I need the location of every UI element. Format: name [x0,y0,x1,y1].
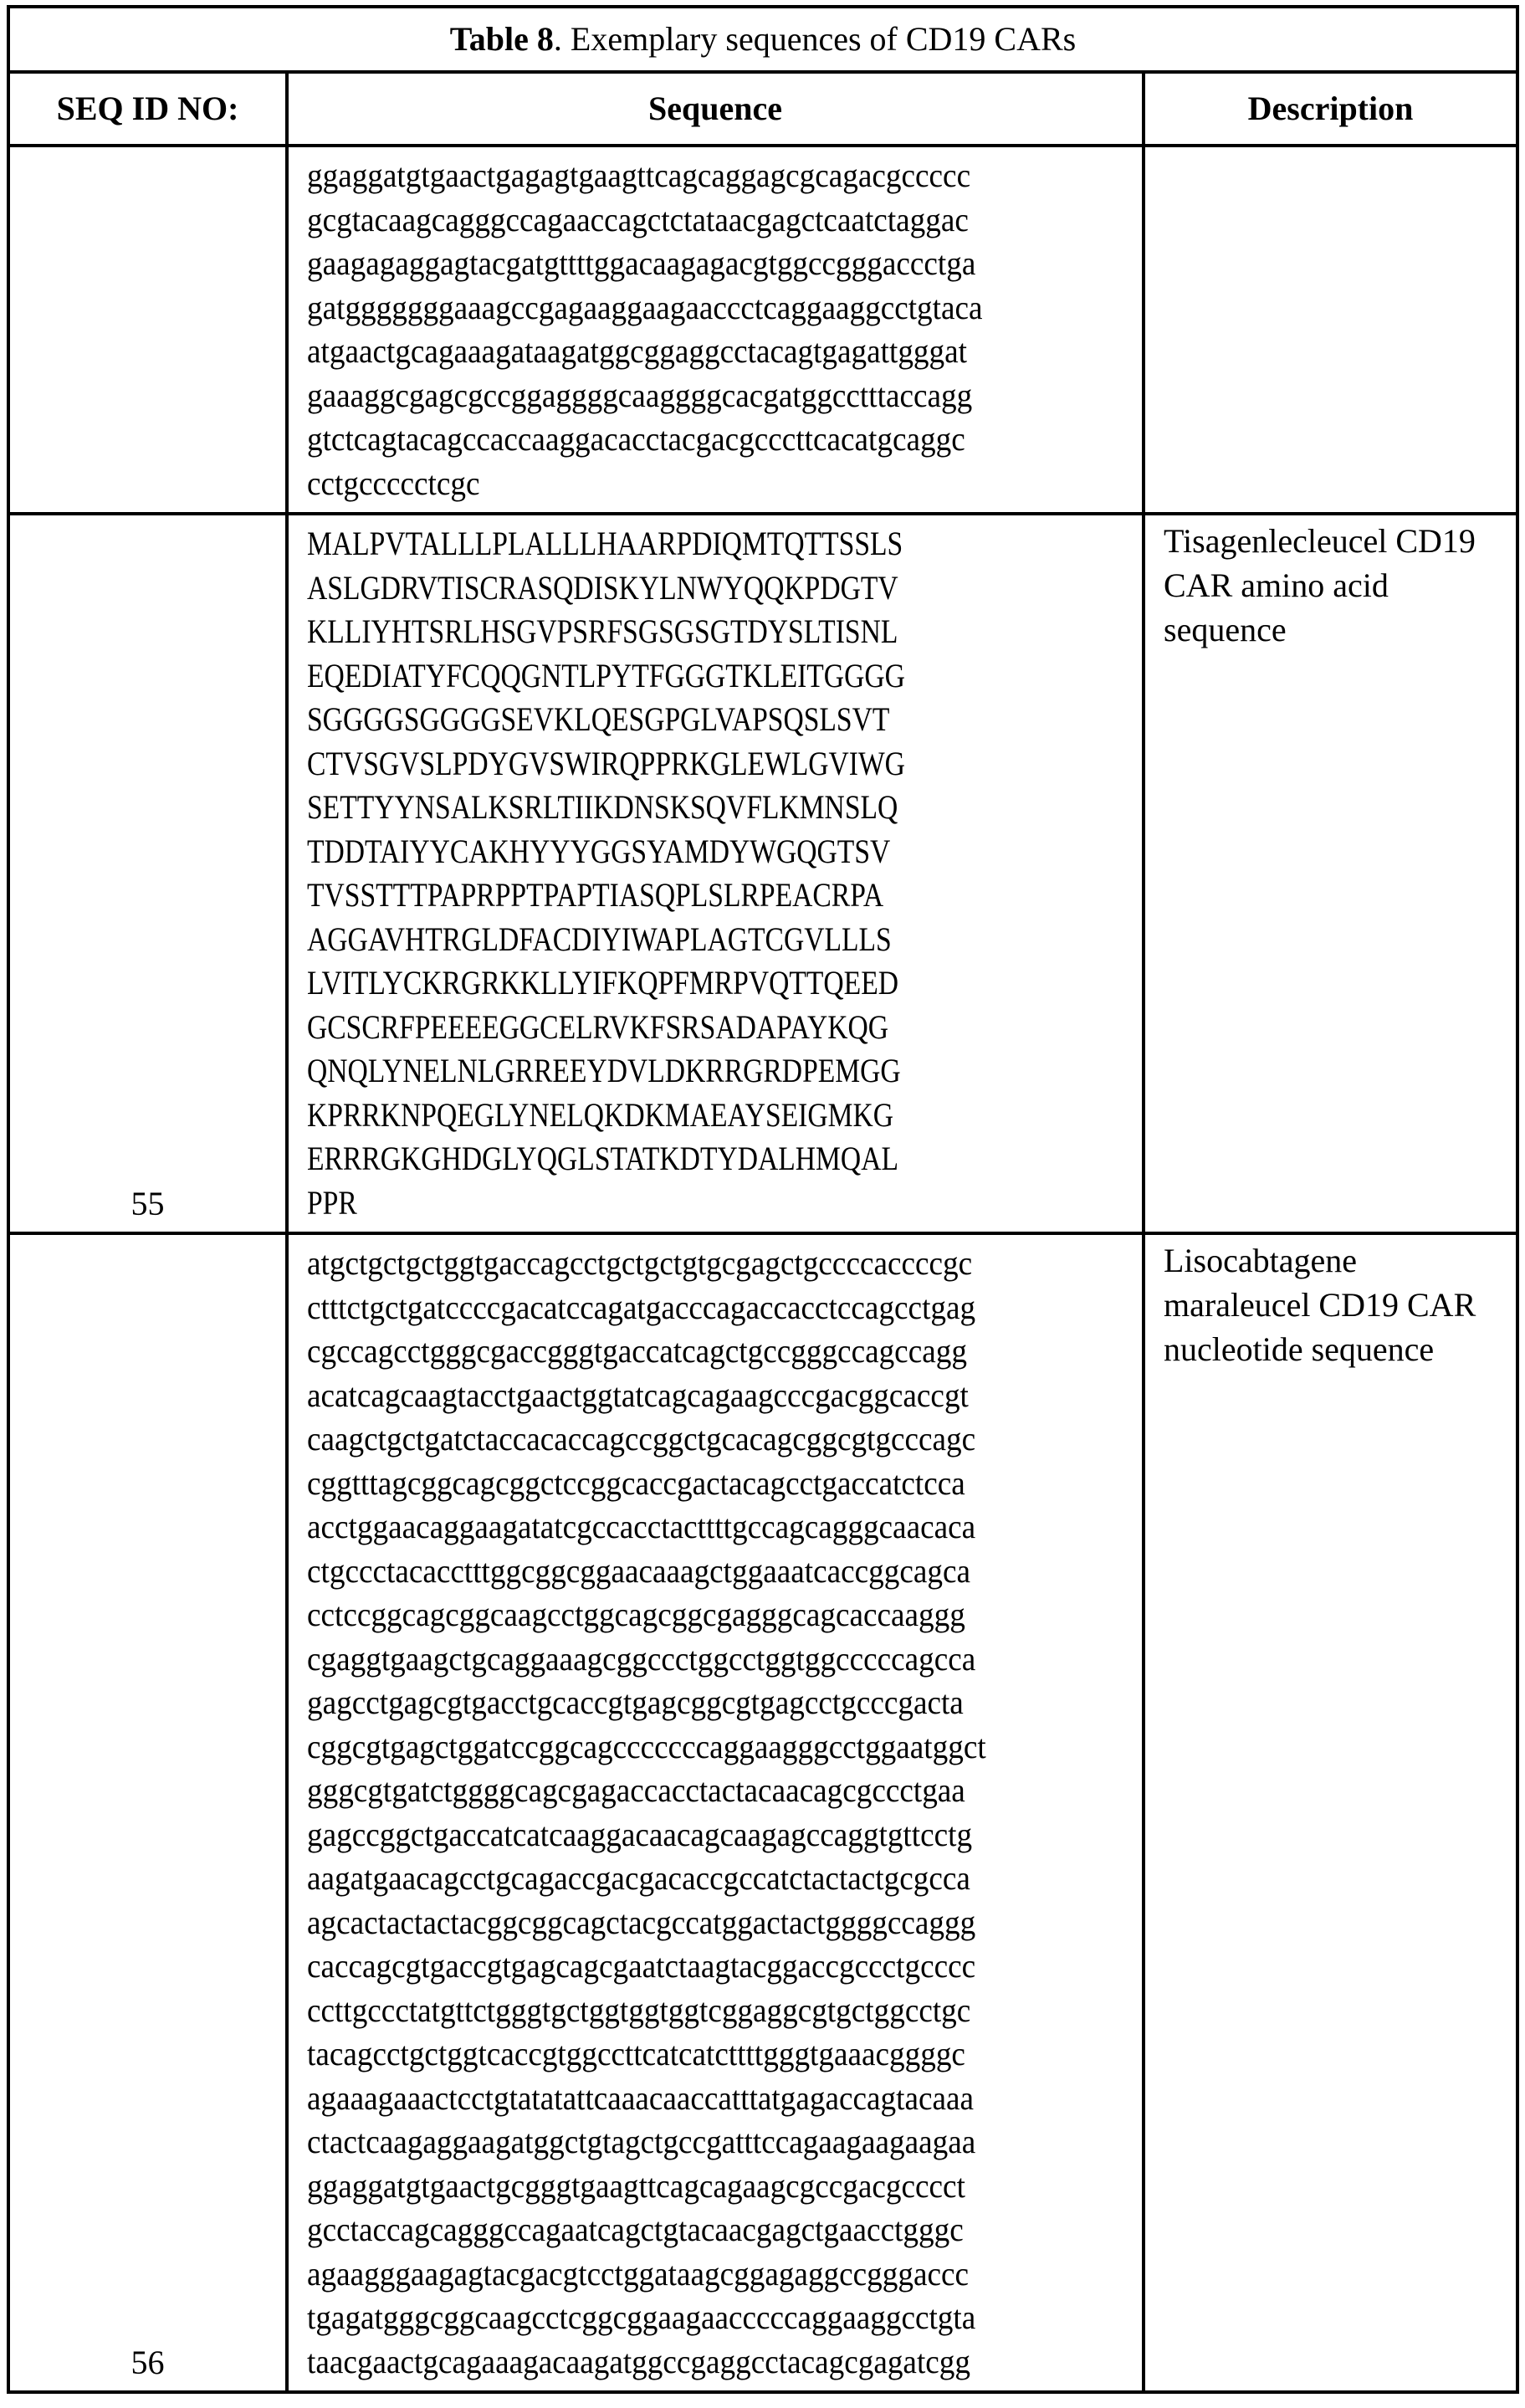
sequence-line: LVITLYCKRGRKKLLYIFKQPFMRPVQTTQEED [307,961,1008,1006]
sequence-table [7,5,1519,2394]
sequence-line: CTVSGVSLPDYGVSWIRQPPRKGLEWLGVIWG [307,742,1008,786]
sequence-line: ERRRGKGHDGLYQGLSTATKDTYDALHMQAL [307,1137,1008,1181]
sequence-line: atgctgctgctggtgaccagcctgctgctgtgcgagctgccccaccccgc [307,1242,1083,1286]
sequence-line: ggaggatgtgaactgagagtgaagttcagcaggagcgcagacgccccc [307,154,1083,198]
sequence-line: TVSSTTTPAPRPPTPAPTIASQPLSLRPEACRPA [307,874,1008,918]
sequence-line: cctccggcagcggcaagcctggcagcggcgagggcagcaccaaggg [307,1593,1083,1637]
sequence-line: agaagggaagagtacgacgtcctggataagcggagaggccgggaccc [307,2252,1083,2297]
table-row [8,514,1517,1233]
sequence-line: MALPVTALLLPLALLLHAARPDIQMTQTTSSLS [307,522,1008,566]
sequence-line: acctggaacaggaagatatcgccacctacttttgccagcagggcaacaca [307,1505,1083,1550]
sequence-line: gatgggggggaaagccgagaaggaagaaccctcaggaaggcctgtaca [307,286,1083,330]
header-description: Description [1144,72,1517,146]
sequence-line: ctactcaagaggaagatggctgtagctgccgatttccagaagaagaagaa [307,2120,1083,2165]
sequence-line: gaagagaggagtacgatgttttggacaagagacgtggccgggaccctga [307,242,1083,286]
sequence-line: gagcctgagcgtgacctgcaccgtgagcggcgtgagcctgcccgacta [307,1681,1083,1725]
sequence-line: cgaggtgaagctgcaggaaagcggccctggcctggtggcccccagcca [307,1637,1083,1682]
sequence-line: TDDTAIYYCAKHYYYGGSYAMDYWGQGTSV [307,830,1008,874]
sequence-line: ctttctgctgatccccgacatccagatgacccagaccacctccagcctgag [307,1286,1083,1330]
sequence-line: cctgccccctcgc [307,462,1083,506]
sequence-line: gagccggctgaccatcatcaaggacaacagcaagagccaggtgttcctg [307,1813,1083,1857]
sequence-line: gcctaccagcagggccagaatcagctgtacaacgagctgaacctgggc [307,2208,1083,2252]
description-cell: Tisagenlecleucel CD19 CAR amino acid sequence [1144,514,1517,1233]
table-row [8,146,1517,514]
sequence-line: caccagcgtgaccgtgagcagcgaatctaagtacggaccgccctgcccc [307,1944,1083,1989]
sequence-line: SETTYYNSALKSRLTIIKDNSKSQVFLKMNSLQ [307,786,1008,830]
sequence-line: cggcgtgagctggatccggcagcccccccaggaagggcctggaatggct [307,1725,1083,1770]
sequence-line: aagatgaacagcctgcagaccgacgacaccgccatctactactgcgcca [307,1857,1083,1901]
description-cell [1144,146,1517,514]
seq-id-number: 56 [10,2343,285,2382]
seq-id-number: 55 [10,1184,285,1223]
table-row [8,1233,1517,2392]
table-title-label: Table 8 [450,20,554,58]
sequence-cell [287,1233,1144,2392]
sequence-line: KLLIYHTSRLHSGVPSRFSGSGSGTDYSLTISNL [307,610,1008,654]
sequence-line: tgagatgggcggcaagcctcggcggaagaacccccaggaaggcctgta [307,2296,1083,2340]
sequence-line: gggcgtgatctggggcagcgagaccacctactacaacagcgccctgaa [307,1769,1083,1813]
sequence-line: QNQLYNELNLGRREEYDVLDKRRGRDPEMGG [307,1049,1008,1094]
sequence-line: cggtttagcggcagcggctccggcaccgactacagcctgaccatctcca [307,1462,1083,1506]
sequence-line: AGGAVHTRGLDFACDIYIWAPLAGTCGVLLLS [307,918,1008,962]
sequence-line: SGGGGSGGGGSEVKLQESGPGLVAPSQSLSVT [307,698,1008,742]
sequence-line: ctgccctacacctttggcggcggaacaaagctggaaatcaccggcagca [307,1550,1083,1594]
sequence-line: caagctgctgatctaccacaccagccggctgcacagcggcgtgcccagc [307,1417,1083,1462]
sequence-line: tacagcctgctggtcaccgtggccttcatcatcttttgggtgaaacggggc [307,2032,1083,2077]
sequence-line: gtctcagtacagccaccaaggacacctacgacgcccttcacatgcaggc [307,418,1083,462]
sequence-line: EQEDIATYFCQQGNTLPYTFGGGTKLEITGGGG [307,654,1008,699]
description-cell: Lisocabtagene maraleucel CD19 CAR nucleotide sequence [1144,1233,1517,2392]
sequence-line: taacgaactgcagaaagacaagatggccgaggcctacagcgagatcgg [307,2340,1083,2385]
sequence-cell [287,146,1144,514]
sequence-line: ccttgccctatgttctgggtgctggtggtggtcggaggcgtgctggcctgc [307,1989,1083,2033]
sequence-line: ASLGDRVTISCRASQDISKYLNWYQQKPDGTV [307,566,1008,611]
sequence-line: gcgtacaagcagggccagaaccagctctataacgagctcaatctaggac [307,198,1083,243]
header-sequence: Sequence [287,72,1144,146]
sequence-line: acatcagcaagtacctgaactggtatcagcagaagcccgacggcaccgt [307,1374,1083,1418]
sequence-line: PPR [307,1181,1008,1226]
seq-id-cell [8,514,287,1233]
sequence-cell [287,514,1144,1233]
table-title [8,7,1517,72]
sequence-line: cgccagcctgggcgaccgggtgaccatcagctgccgggccagccagg [307,1330,1083,1374]
table-title-text: . Exemplary sequences of CD19 CARs [554,20,1076,58]
sequence-line: gaaaggcgagcgccggaggggcaaggggcacgatggcctttaccagg [307,374,1083,418]
sequence-line: KPRRKNPQEGLYNELQKDKMAEAYSEIGMKG [307,1094,1008,1138]
sequence-line: atgaactgcagaaagataagatggcggaggcctacagtgagattgggat [307,330,1083,374]
seq-id-cell [8,146,287,514]
sequence-line: agaaagaaactcctgtatatattcaaacaaccatttatgagaccagtacaaa [307,2077,1083,2121]
sequence-line: agcactactactacggcggcagctacgccatggactactggggccaggg [307,1901,1083,1945]
seq-id-cell [8,1233,287,2392]
sequence-line: GCSCRFPEEEEGGCELRVKFSRSADAPAYKQG [307,1006,1008,1050]
header-seq-id: SEQ ID NO: [8,72,287,146]
sequence-line: ggaggatgtgaactgcgggtgaagttcagcagaagcgccgacgcccct [307,2165,1083,2209]
